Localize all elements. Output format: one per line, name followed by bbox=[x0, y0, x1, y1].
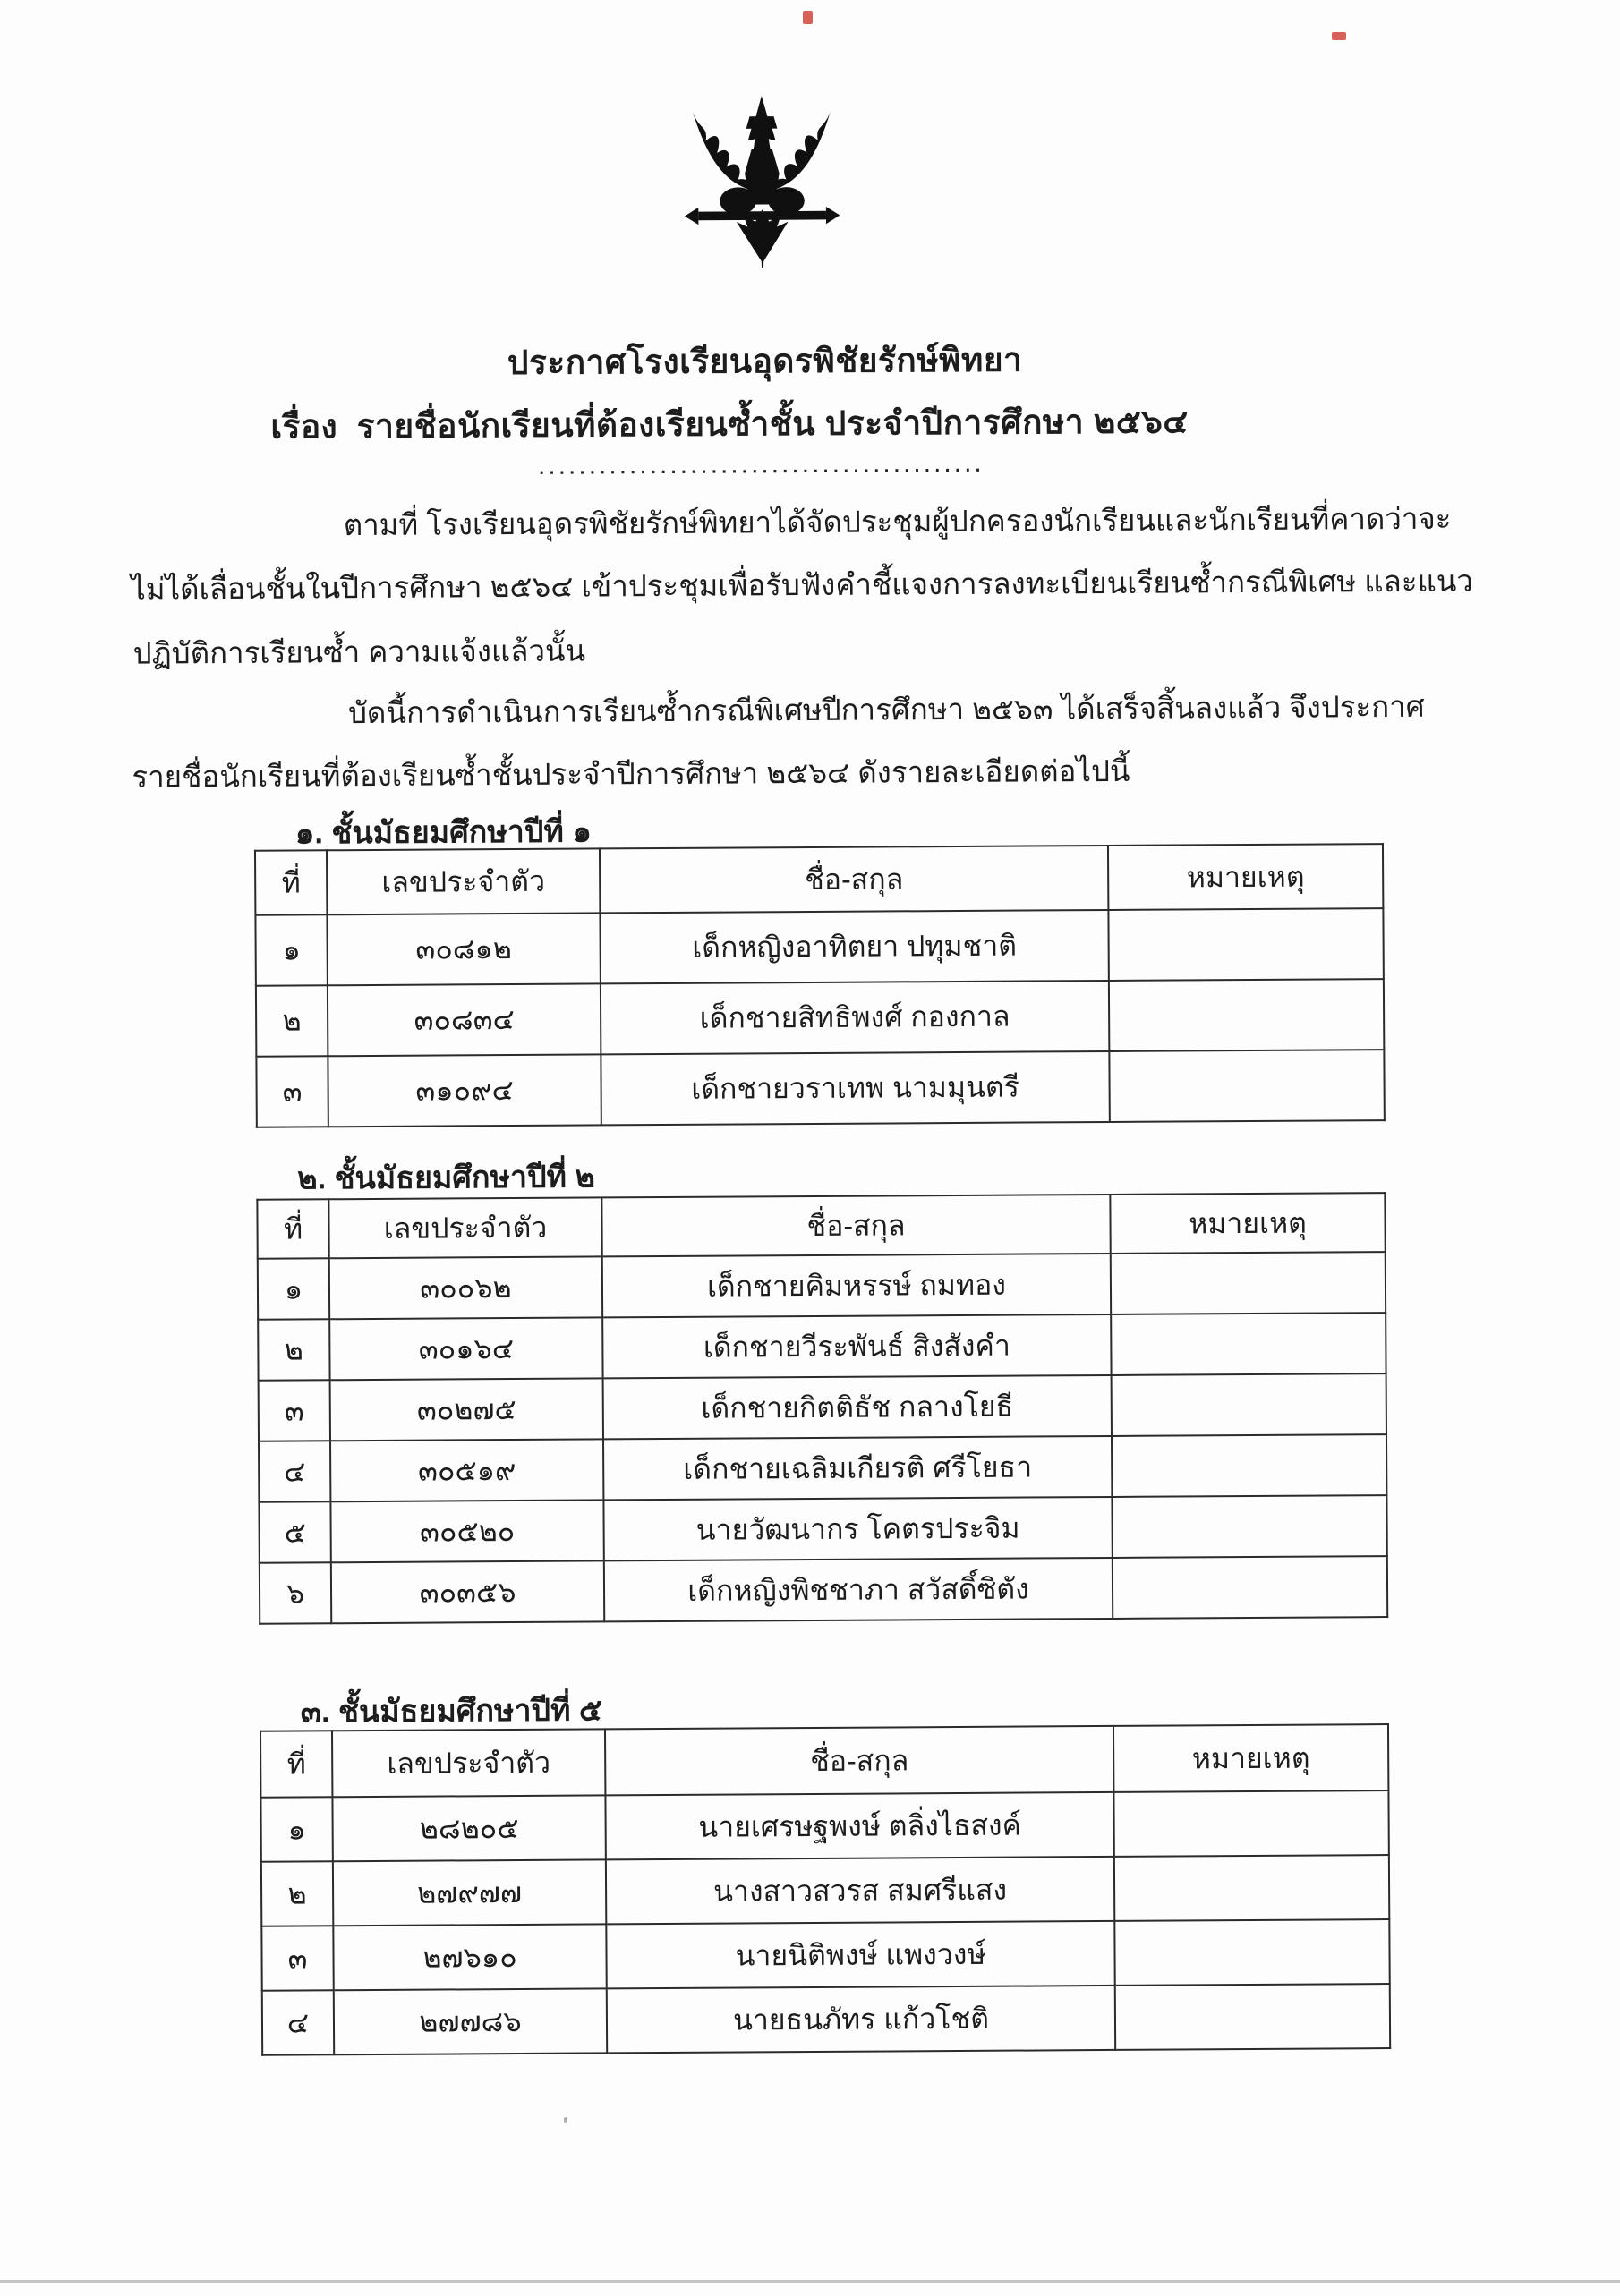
table-header-row bbox=[255, 844, 1383, 915]
garuda-emblem-icon bbox=[667, 86, 857, 285]
col-header-student-id: เลขประจำตัว bbox=[332, 1729, 605, 1797]
cell-note bbox=[1114, 1855, 1389, 1921]
cell-name: เด็กชายวราเทพ นามมุนตรี bbox=[601, 1051, 1109, 1125]
cell-name: เด็กหญิงพิชชาภา สวัสดิ์ซิตัง bbox=[604, 1558, 1113, 1621]
cell-name: นางสาวสวรส สมศรีแสง bbox=[606, 1857, 1114, 1924]
announcement-title: ประกาศโรงเรียนอุดรพิชัยรักษ์พิทยา bbox=[507, 341, 1023, 382]
cell-name: นายเศรษฐพงษ์ ตลิ่งไธสงค์ bbox=[605, 1792, 1113, 1859]
cell-note bbox=[1113, 1556, 1387, 1619]
table-header-row bbox=[260, 1724, 1388, 1798]
cell-name: นายวัฒนากร โคตรประจิม bbox=[603, 1497, 1112, 1560]
cell-student-id: ๓๐๘๓๔ bbox=[328, 983, 601, 1056]
table-row bbox=[262, 1984, 1390, 2055]
cell-note bbox=[1114, 1919, 1389, 1986]
cell-note bbox=[1113, 1790, 1388, 1857]
cell-no: ๓ bbox=[261, 1926, 333, 1990]
repeat-students-table-m1 bbox=[254, 843, 1386, 1128]
paragraph-1-line-2: ไม่ได้เลื่อนชั้นในปีการศึกษา ๒๕๖๔ เข้าประชุมเพื่อรับฟังคำชี้แจงการลงทะเบียนเรียนซ้ำกรณีพิเศษ และแนว bbox=[131, 564, 1473, 606]
cell-no: ๖ bbox=[260, 1562, 331, 1623]
cell-student-id: ๓๐๐๖๒ bbox=[329, 1256, 602, 1319]
cell-note bbox=[1111, 1313, 1386, 1375]
cell-name: นายธนภัทร แก้วโชติ bbox=[607, 1986, 1115, 2053]
cell-name: เด็กชายวีระพันธ์ สิงสังคำ bbox=[602, 1314, 1111, 1378]
cell-no: ๓ bbox=[259, 1380, 330, 1441]
cell-note bbox=[1112, 1373, 1386, 1436]
cell-name: นายนิติพงษ์ แพงวงษ์ bbox=[606, 1921, 1114, 1988]
cell-name: เด็กหญิงอาทิตยา ปทุมชาติ bbox=[600, 910, 1108, 983]
paragraph-1-line-1: ตามที่ โรงเรียนอุดรพิชัยรักษ์พิทยาได้จัดประชุมผู้ปกครองนักเรียนและนักเรียนที่คาดว่าจะ bbox=[343, 501, 1452, 542]
cell-student-id: ๓๐๕๑๙ bbox=[330, 1439, 603, 1501]
cell-note bbox=[1111, 1252, 1386, 1314]
cell-no: ๒ bbox=[256, 985, 328, 1056]
cell-note bbox=[1112, 1434, 1386, 1497]
cell-no: ๑ bbox=[255, 914, 327, 985]
section-heading-m2: ๒. ชั้นมัธยมศึกษาปีที่ ๒ bbox=[297, 1160, 595, 1196]
cell-student-id: ๒๗๙๗๗ bbox=[333, 1859, 606, 1926]
scan-artifact-red-mark bbox=[1332, 32, 1346, 40]
table-row bbox=[259, 1434, 1386, 1502]
cell-name: เด็กชายสิทธิพงศ์ กองกาล bbox=[601, 981, 1109, 1054]
section-heading-m5: ๓. ชั้นมัธยมศึกษาปีที่ ๕ bbox=[300, 1693, 602, 1730]
cell-student-id: ๓๐๘๑๒ bbox=[327, 913, 600, 985]
cell-no: ๒ bbox=[261, 1861, 333, 1926]
cell-no: ๑ bbox=[258, 1258, 329, 1319]
col-header-student-id: เลขประจำตัว bbox=[328, 1197, 601, 1258]
col-header-note: หมายเหตุ bbox=[1113, 1724, 1388, 1792]
table-row bbox=[256, 1050, 1384, 1127]
table-header-row bbox=[257, 1193, 1385, 1259]
cell-name: เด็กชายเฉลิมเกียรติ ศรีโยธา bbox=[603, 1436, 1112, 1500]
cell-student-id: ๓๐๕๒๐ bbox=[330, 1500, 603, 1562]
col-header-name: ชื่อ-สกุล bbox=[601, 1195, 1110, 1256]
cell-student-id: ๒๗๗๘๖ bbox=[334, 1988, 607, 2054]
cell-note bbox=[1112, 1495, 1386, 1558]
scan-bottom-edge-line bbox=[0, 2280, 1620, 2283]
col-header-no: ที่ bbox=[257, 1199, 328, 1258]
cell-student-id: ๓๐๒๗๕ bbox=[330, 1378, 603, 1441]
col-header-name: ชื่อ-สกุล bbox=[600, 846, 1108, 913]
section-heading-m1: ๑. ชั้นมัธยมศึกษาปีที่ ๑ bbox=[294, 814, 592, 851]
scan-artifact-red-mark bbox=[803, 11, 813, 24]
col-header-note: หมายเหตุ bbox=[1110, 1193, 1385, 1254]
col-header-no: ที่ bbox=[255, 850, 327, 914]
cell-note bbox=[1109, 979, 1384, 1051]
cell-student-id: ๓๑๐๙๔ bbox=[328, 1054, 601, 1127]
cell-note bbox=[1108, 908, 1383, 981]
paragraph-2-line-1: บัดนี้การดำเนินการเรียนซ้ำกรณีพิเศษปีการศึกษา ๒๕๖๓ ได้เสร็จสิ้นลงแล้ว จึงประกาศ bbox=[347, 689, 1425, 730]
cell-name: เด็กชายกิตติธัช กลางโยธี bbox=[603, 1375, 1112, 1439]
table-row bbox=[258, 1313, 1386, 1381]
cell-student-id: ๓๐๓๕๖ bbox=[331, 1560, 604, 1623]
table-row bbox=[261, 1919, 1389, 1991]
col-header-note: หมายเหตุ bbox=[1108, 844, 1383, 910]
table-row bbox=[259, 1373, 1386, 1441]
cell-no: ๔ bbox=[262, 1990, 334, 2054]
announcement-subject: เรื่อง รายชื่อนักเรียนที่ต้องเรียนซ้ำชั้น ประจำปีการศึกษา ๒๕๖๔ bbox=[270, 403, 1189, 446]
table-row bbox=[261, 1855, 1389, 1926]
table-row bbox=[260, 1790, 1388, 1862]
cell-note bbox=[1115, 1984, 1390, 2050]
cell-no: ๑ bbox=[260, 1797, 332, 1861]
table-row bbox=[259, 1495, 1386, 1563]
cell-no: ๓ bbox=[256, 1056, 328, 1127]
cell-name: เด็กชายคิมหรรษ์ ถมทอง bbox=[602, 1254, 1111, 1317]
col-header-student-id: เลขประจำตัว bbox=[327, 848, 600, 914]
paragraph-1-line-3: ปฏิบัติการเรียนซ้ำ ความแจ้งแล้วนั้น bbox=[132, 634, 586, 670]
repeat-students-table-m2 bbox=[256, 1192, 1388, 1625]
cell-student-id: ๒๘๒๐๕ bbox=[332, 1795, 605, 1861]
col-header-name: ชื่อ-สกุล bbox=[605, 1726, 1113, 1795]
cell-no: ๒ bbox=[258, 1319, 329, 1380]
cell-student-id: ๓๐๑๖๔ bbox=[329, 1317, 602, 1380]
cell-no: ๔ bbox=[259, 1441, 330, 1501]
cell-note bbox=[1109, 1050, 1384, 1122]
scan-artifact-speck bbox=[564, 2117, 567, 2123]
col-header-no: ที่ bbox=[260, 1731, 332, 1797]
repeat-students-table-m5 bbox=[260, 1723, 1391, 2056]
table-row bbox=[255, 908, 1383, 986]
table-row bbox=[260, 1556, 1387, 1624]
table-row bbox=[256, 979, 1384, 1057]
cell-no: ๕ bbox=[259, 1501, 330, 1562]
dotted-divider: ............................................ bbox=[537, 447, 985, 480]
table-row bbox=[258, 1252, 1386, 1320]
paragraph-2-line-2: รายชื่อนักเรียนที่ต้องเรียนซ้ำชั้นประจำปีการศึกษา ๒๕๖๔ ดังรายละเอียดต่อไปนี้ bbox=[132, 753, 1130, 794]
cell-student-id: ๒๗๖๑๐ bbox=[333, 1924, 606, 1990]
